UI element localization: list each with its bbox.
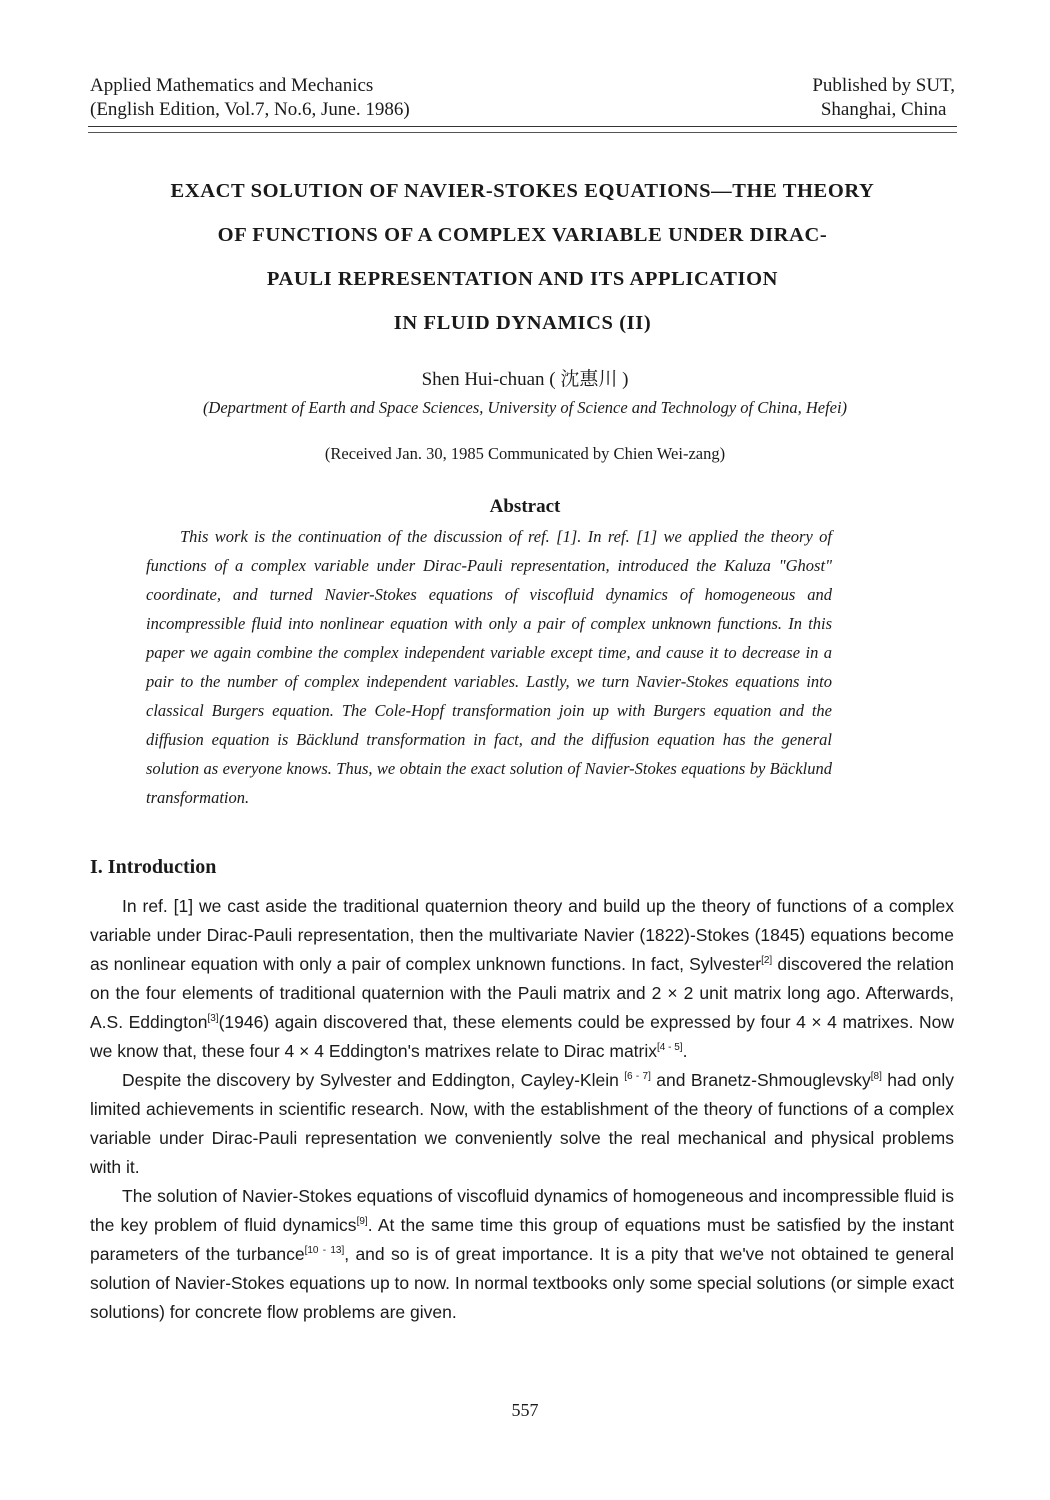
header-rule-top bbox=[88, 126, 957, 127]
paragraph bbox=[90, 1066, 954, 1182]
received-date: (Received Jan. 30, 1985 Communicated by Chien Wei-zang) bbox=[324, 444, 726, 463]
paragraph bbox=[90, 1182, 954, 1327]
publisher-location: Shanghai, China bbox=[820, 99, 947, 120]
header-rule-bottom bbox=[88, 132, 957, 133]
abstract-heading: Abstract bbox=[489, 496, 561, 517]
text-run: . bbox=[682, 1041, 688, 1061]
introduction-body bbox=[90, 892, 954, 1327]
text-run: (1946) again discovered that, these elements could be expressed by four 4 × 4 matrixes. Now we know that, these four 4 × 4 Eddington's matrixes relate to Dirac matrix bbox=[90, 1012, 954, 1061]
citation: [2] bbox=[761, 955, 773, 967]
title-line: OF FUNCTIONS OF A COMPLEX VARIABLE UNDER DIRAC- bbox=[217, 224, 828, 246]
text-run: The solution of Navier-Stokes equations of viscofluid dynamics of homogeneous and incompressible fluid is the key problem of fluid dynamics bbox=[90, 1186, 954, 1235]
title-line: EXACT SOLUTION OF NAVIER-STOKES EQUATIONS—THE THEORY bbox=[170, 180, 875, 202]
citation: [9] bbox=[356, 1216, 368, 1228]
author-name: Shen Hui-chuan ( 沈惠川 ) bbox=[421, 369, 629, 390]
text-run: discovered the relation on the four elements of traditional quaternion with the Pauli matrix and 2 × 2 unit matrix long ago. Afterwards, A.S. Eddington bbox=[90, 954, 954, 1032]
paragraph bbox=[90, 892, 954, 1066]
title-line: PAULI REPRESENTATION AND ITS APPLICATION bbox=[266, 268, 779, 290]
text-run: , and so is of great importance. It is a pity that we've not obtained te general solution of Navier-Stokes equations up to now. In normal textbooks only some special solutions (or simple exact solutions) for concrete flow problems are given. bbox=[90, 1244, 954, 1322]
citation: [4 - 5] bbox=[657, 1042, 683, 1054]
text-run: . At the same time this group of equations must be satisfied by the instant parameters of the turbance bbox=[90, 1215, 954, 1264]
citation: [6 - 7] bbox=[624, 1071, 651, 1083]
text-run: Despite the discovery by Sylvester and Eddington, Cayley-Klein bbox=[122, 1070, 625, 1090]
publisher-info bbox=[812, 74, 955, 122]
section-heading: I. Introduction bbox=[90, 856, 217, 878]
citation: [8] bbox=[870, 1071, 882, 1083]
journal-info bbox=[90, 74, 410, 122]
publisher-name: Published by SUT, bbox=[812, 75, 955, 96]
journal-edition: (English Edition, Vol.7, No.6, June. 1986) bbox=[90, 99, 410, 120]
text-run: In ref. [1] we cast aside the traditional quaternion theory and build up the theory of functions of a complex variable under Dirac-Pauli representation, then the multivariate Navier (1822)-Stokes (1845) equations become as nonlinear equation with only a pair of complex unknown functions. In fact, Sylvester bbox=[90, 896, 954, 974]
title-line: IN FLUID DYNAMICS (II) bbox=[393, 312, 652, 334]
paper-title bbox=[90, 174, 955, 350]
citation: [10 - 13] bbox=[304, 1245, 345, 1257]
text-run: had only limited achievements in scientific research. Now, with the establishment of the theory of functions of a complex variable under Dirac-Pauli representation we conveniently solve the real mechanical and physical problems with it. bbox=[90, 1070, 954, 1177]
journal-name: Applied Mathematics and Mechanics bbox=[90, 75, 374, 96]
citation: [3] bbox=[207, 1013, 219, 1025]
author-affiliation: (Department of Earth and Space Sciences, University of Science and Technology of China, Hefei) bbox=[202, 398, 848, 417]
abstract-text: This work is the continuation of the discussion of ref. [1]. In ref. [1] we applied the theory of functions of a complex variable under Dirac-Pauli representation, introduced the Kaluza "Ghost" coordinate, and turned Navier-Stokes equations of viscofluid dynamics of homogeneous and incompressible fluid into nonlinear equation with only a pair of complex unknown functions. In this paper we again combine the complex independent variable except time, and cause it to decrease in a pair to the number of complex independent variables. Lastly, we turn Navier-Stokes equations into classical Burgers equation. The Cole-Hopf transformation join up with Burgers equation and the diffusion equation is Bäcklund transformation in fact, and the diffusion equation has the general solution as everyone knows. Thus, we obtain the exact solution of Navier-Stokes equations by Bäcklund transformation. bbox=[146, 527, 832, 807]
text-run: and Branetz-Shmouglevsky bbox=[650, 1070, 871, 1090]
page-number: 557 bbox=[511, 1400, 539, 1420]
